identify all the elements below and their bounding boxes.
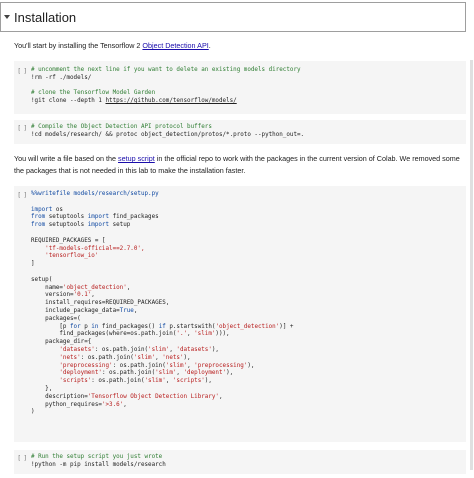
setup-script-link[interactable]: setup script [118,154,155,163]
section-header-installation[interactable] [0,2,466,32]
code-editor[interactable]: # Compile the Object Detection API protocol buffers !cd models/research/ && protoc object_detection/protos/*.proto --python_out=. [31,124,305,138]
code-cell-setup-py[interactable] [14,186,466,442]
text-cell-setup-description: You will write a file based on the setup script in the official repo to work with the packages in the current version of Colab. We removed some the packages that is not needed in this lab to make the installation faster. [14,154,460,175]
run-cell-button[interactable]: [ ] [17,125,27,132]
code-cell-pip-install[interactable] [14,450,466,474]
run-cell-button[interactable]: [ ] [17,455,27,462]
collapse-arrow-icon[interactable] [4,15,10,19]
run-cell-button[interactable]: [ ] [17,192,27,199]
code-editor[interactable]: # Run the setup script you just wrote !python -m pip install models/research [31,454,166,468]
intro-suffix: . [208,41,211,50]
github-models-link[interactable]: https://github.com/tensorflow/models/ [105,98,237,105]
run-cell-button[interactable]: [ ] [17,68,27,75]
intro-text: You'll start by installing the Tensorflow 2 [14,41,143,50]
scrollbar[interactable] [470,60,473,470]
code-editor[interactable]: %%writefile models/research/setup.py import os from setuptools import find_packages from setuptools import setup REQUIRED_PACKAGES = [ 'tf-models-official==2.7.0', 'tensorflow_io' ] setup( name='object_detection', version='0.1', install_requires=REQUIRED_PACKAGES, include_package_data=True, packages=( [p for p in find_packages() if p.startswith('object_detection')] + find_packages(where=os.path.join('.', 'slim'))), package_dir={ 'datasets': os.path.join('slim', 'datasets'), 'nets': os.path.join('slim', 'nets'), 'preprocessing': os.path.join('slim', 'preprocessing'), 'deployment': os.path.join('slim', 'deployment'), 'scripts': os.path.join('slim', 'scripts'), }, description='Tensorflow Object Detection Library', python_requires='>3.6', ) [31,191,294,416]
code-cell-clone[interactable] [14,61,466,114]
code-cell-protoc[interactable] [14,120,466,144]
code-editor[interactable]: # uncomment the next line if you want to delete an existing models directory !rm -rf ./models/ # clone the Tensorflow Model Garden !git clone --depth 1 https://github.com/tensorflow/models/ [31,67,301,105]
section-title: Installation [14,9,77,25]
text-cell-intro [14,40,211,52]
object-detection-api-link[interactable]: Object Detection API [142,41,209,50]
